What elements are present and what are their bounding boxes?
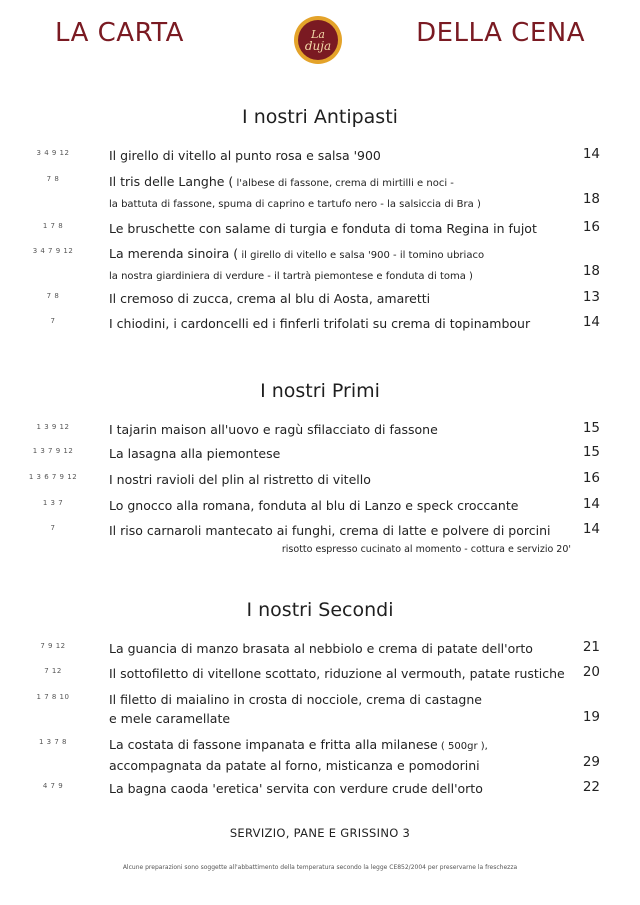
dish-description: [109, 735, 569, 775]
dish-price: 14: [582, 496, 600, 512]
dish-price: 18: [582, 263, 600, 279]
dish-line: accompagnata da patate al forno, misticanza e pomodorini: [109, 758, 480, 773]
allergen-codes: 7 12: [44, 667, 62, 675]
dish-line: Il sottofiletto di vitellone scottato, riduzione al vermouth, patate rustiche: [109, 666, 565, 681]
dish-line: Le bruschette con salame di turgia e fonduta di toma Regina in fujot: [109, 221, 537, 236]
allergen-codes: 1 7 8 10: [36, 693, 70, 701]
dish-price: 13: [582, 289, 600, 305]
allergen-codes: 1 3 7: [42, 499, 64, 507]
allergen-codes: 1 3 7 9 12: [32, 447, 74, 455]
section-title-primi: I nostri Primi: [260, 380, 380, 402]
dish-price: 21: [582, 639, 600, 655]
dish-description: [109, 521, 569, 559]
service-charge: SERVIZIO, PANE E GRISSINO 3: [229, 826, 411, 840]
dish-description: [109, 219, 569, 238]
dish-price: 29: [582, 754, 600, 770]
dish-description: [109, 496, 569, 515]
logo-text-line2: duja: [304, 38, 332, 53]
dish-detail: ( 500gr ),: [437, 741, 488, 752]
legal-disclaimer: Alcune preparazioni sono soggette all'abbattimento della temperatura secondo la legge CE852/2004 per preservarne la freschezza: [122, 864, 518, 871]
dish-description: [109, 690, 569, 728]
logo-badge: [298, 20, 338, 60]
dish-description: [109, 244, 569, 286]
dish-line: Il girello di vitello al punto rosa e salsa '900: [109, 148, 381, 163]
allergen-codes: 7: [50, 524, 56, 532]
restaurant-logo: [294, 16, 342, 64]
section-title-secondi: I nostri Secondi: [246, 599, 394, 621]
dish-price: 18: [582, 191, 600, 207]
allergen-codes: 7: [50, 317, 56, 325]
allergen-codes: 4 7 9: [42, 782, 64, 790]
dish-detail: il girello di vitello e salsa '900 - il tomino ubriaco: [238, 250, 485, 261]
allergen-codes: 7 8: [46, 292, 60, 300]
dish-price: 22: [582, 779, 600, 795]
dish-detail: la battuta di fassone, spuma di caprino e tartufo nero - la salsiccia di Bra ): [109, 199, 481, 210]
dish-description: [109, 289, 569, 308]
logo-text-line1: La: [311, 27, 325, 41]
dish-line: La bagna caoda 'eretica' servita con verdure crude dell'orto: [109, 781, 483, 796]
dish-price: 15: [582, 420, 600, 436]
dish-description: [109, 470, 569, 489]
dish-price: 14: [582, 146, 600, 162]
allergen-codes: 7 9 12: [40, 642, 66, 650]
dish-line: La lasagna alla piemontese: [109, 446, 281, 461]
dish-description: [109, 314, 569, 333]
dish-price: 14: [582, 521, 600, 537]
allergen-codes: 3 4 9 12: [36, 149, 70, 157]
section-title-antipasti: I nostri Antipasti: [242, 106, 398, 128]
dish-description: [109, 146, 569, 165]
allergen-codes: 7 8: [46, 175, 60, 183]
header-title-right: DELLA CENA: [416, 18, 585, 48]
dish-note: risotto espresso cucinato al momento - cottura e servizio 20': [281, 544, 571, 555]
dish-line: Il riso carnaroli mantecato ai funghi, crema di latte e polvere di porcini: [109, 523, 551, 538]
dish-line: Il tris delle Langhe (: [109, 174, 234, 189]
dish-detail: l'albese di fassone, crema di mirtilli e noci -: [233, 178, 454, 189]
dish-line: La guancia di manzo brasata al nebbiolo e crema di patate dell'orto: [109, 641, 533, 656]
allergen-codes: 1 7 8: [42, 222, 64, 230]
dish-description: [109, 664, 569, 683]
dish-line: Lo gnocco alla romana, fonduta al blu di Lanzo e speck croccante: [109, 498, 519, 513]
allergen-codes: 3 4 7 9 12: [32, 247, 74, 255]
dish-price: 16: [582, 470, 600, 486]
allergen-codes: 1 3 6 7 9 12: [28, 473, 78, 481]
dish-description: [109, 639, 569, 658]
dish-price: 20: [582, 664, 600, 680]
dish-description: [109, 420, 569, 439]
dish-description: [109, 172, 569, 214]
dish-line: La merenda sinoira (: [109, 246, 239, 261]
dish-line: e mele caramellate: [109, 711, 231, 726]
dish-description: [109, 779, 569, 798]
allergen-codes: 1 3 7 8: [39, 738, 67, 746]
dish-price: 19: [582, 709, 600, 725]
dish-line: Il cremoso di zucca, crema al blu di Aosta, amaretti: [109, 291, 431, 306]
allergen-codes: 1 3 9 12: [36, 423, 70, 431]
dish-line: La costata di fassone impanata e fritta alla milanese: [109, 737, 438, 752]
dish-line: I nostri ravioli del plin al ristretto di vitello: [109, 472, 371, 487]
dish-detail: la nostra giardiniera di verdure - il tartrà piemontese e fonduta di toma ): [109, 271, 473, 282]
dish-line: I tajarin maison all'uovo e ragù sfilacciato di fassone: [109, 422, 438, 437]
dish-price: 15: [582, 444, 600, 460]
dish-line: I chiodini, i cardoncelli ed i finferli trifolati su crema di topinambour: [109, 316, 531, 331]
dish-line: Il filetto di maialino in crosta di nocciole, crema di castagne: [109, 692, 482, 707]
dish-price: 14: [582, 314, 600, 330]
header-title-left: LA CARTA: [55, 18, 184, 48]
dish-description: [109, 444, 569, 463]
dish-price: 16: [582, 219, 600, 235]
